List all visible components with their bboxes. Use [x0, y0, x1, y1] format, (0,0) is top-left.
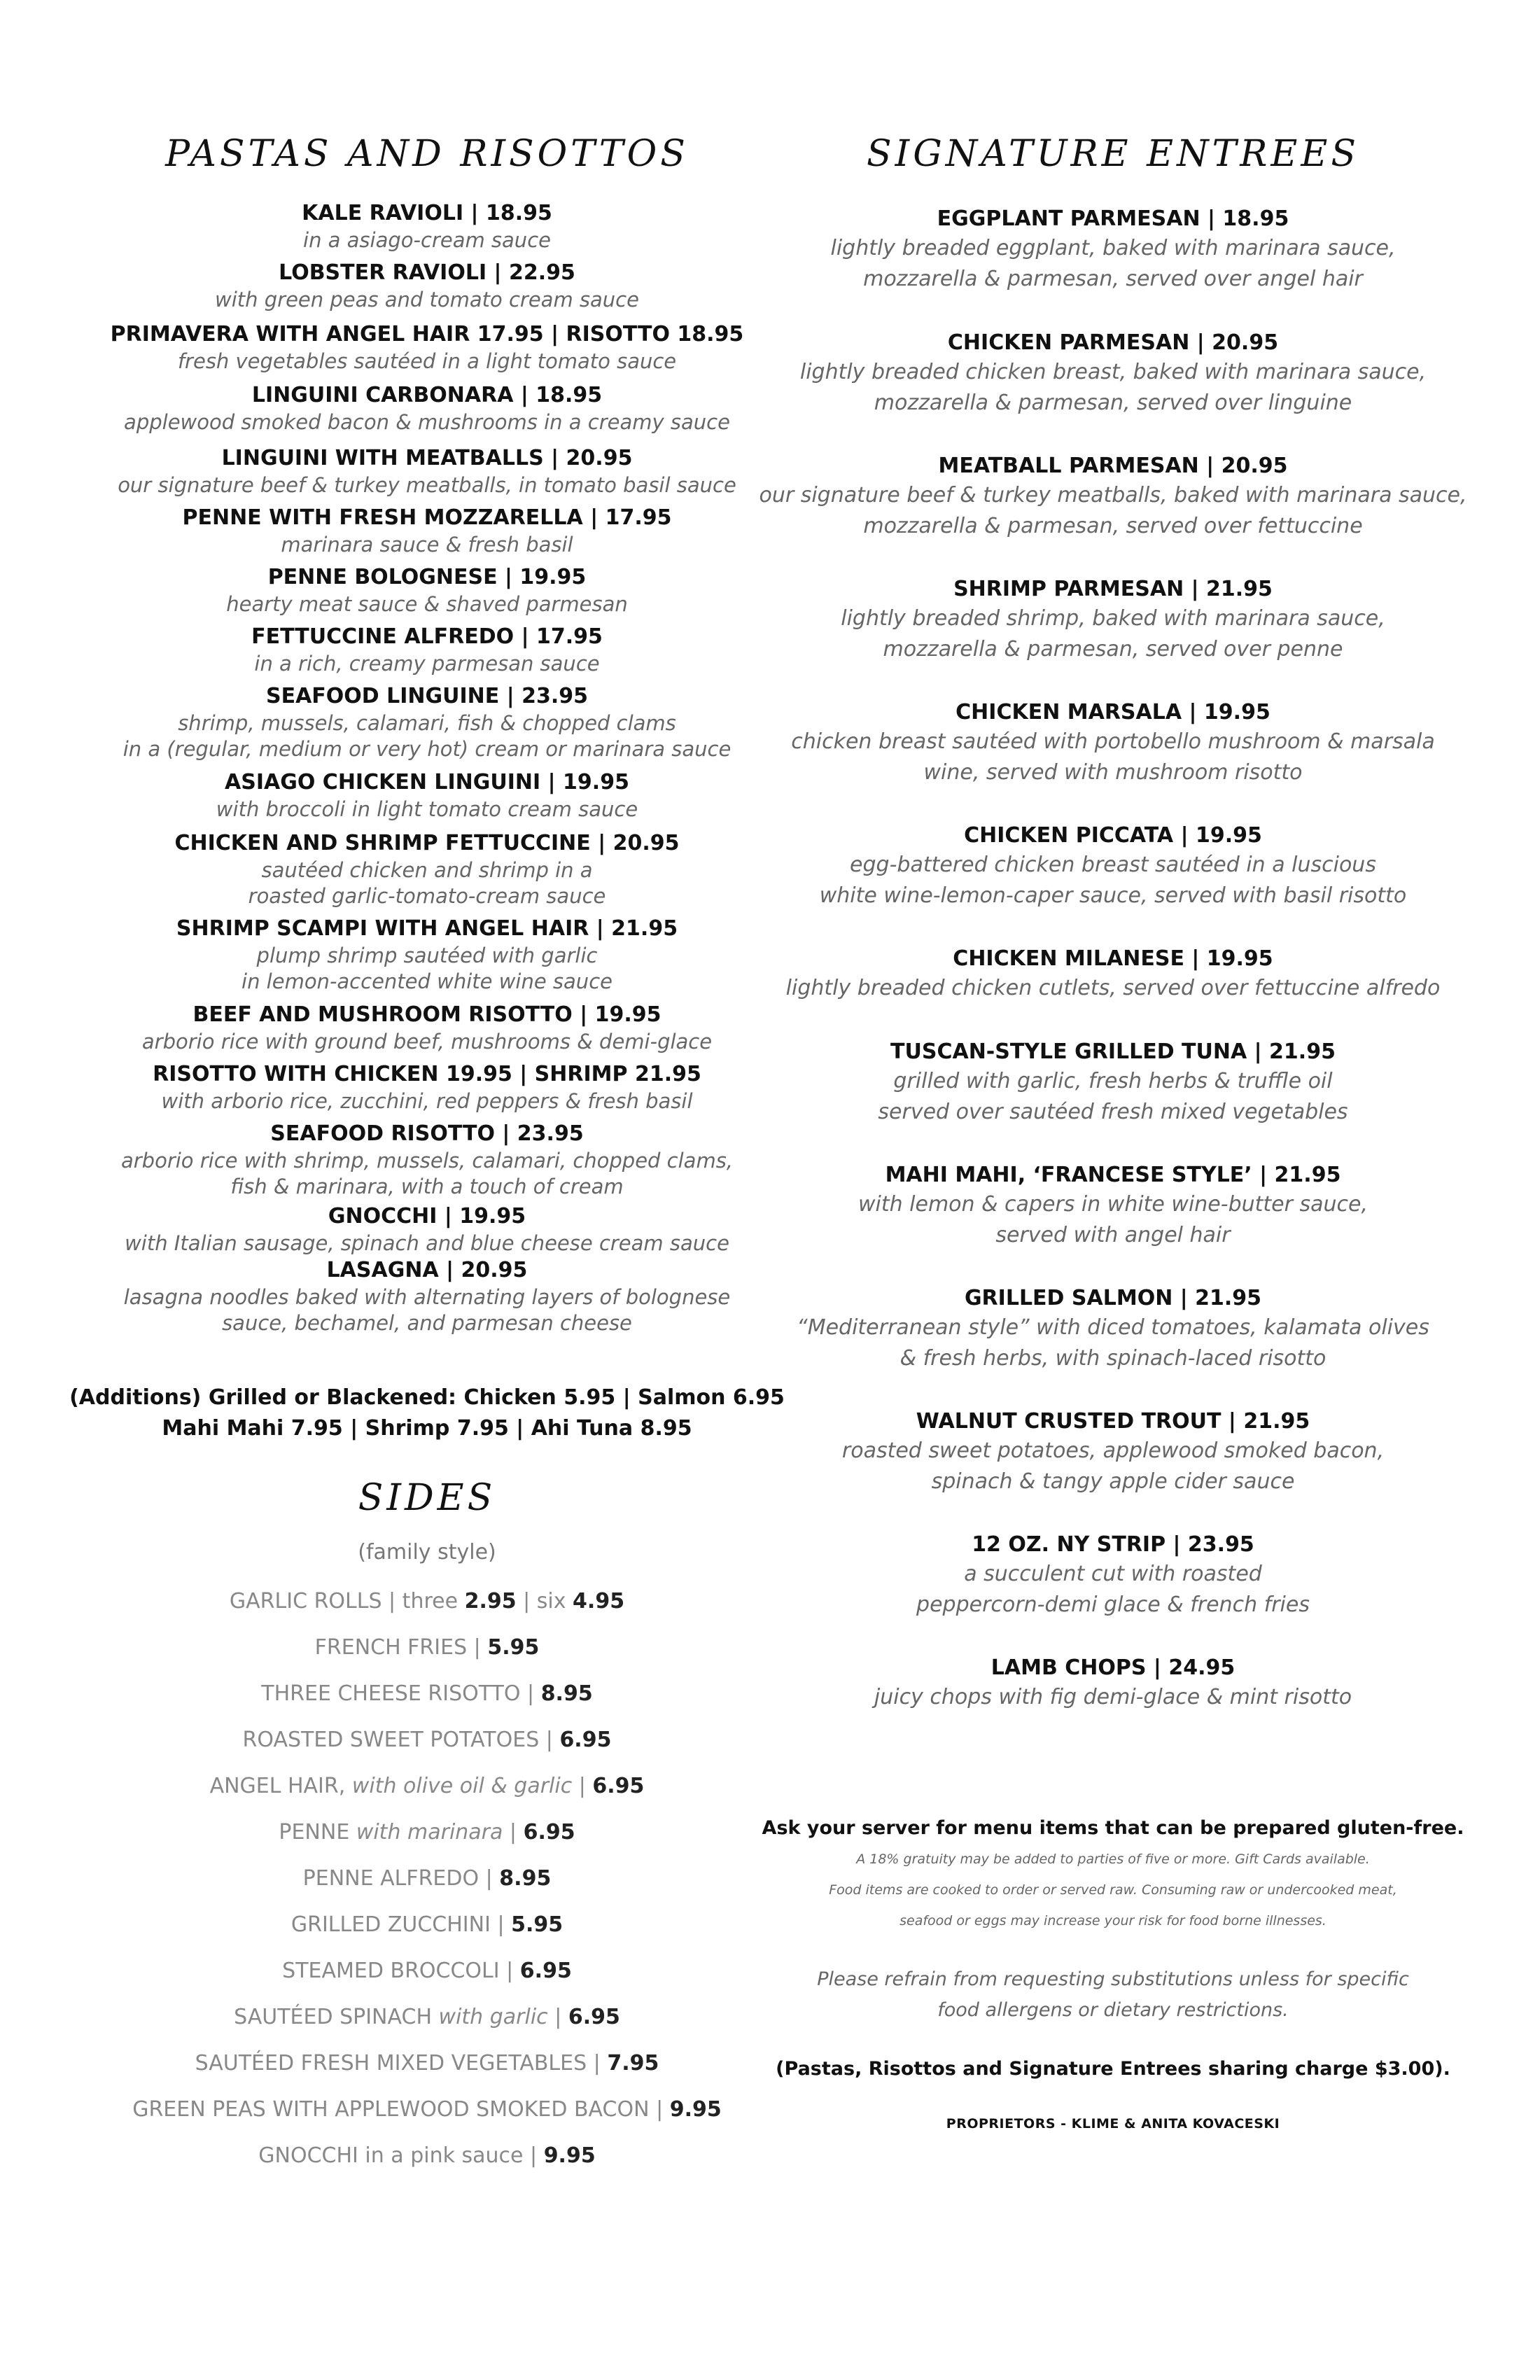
side-item-pre: SAUTÉED FRESH MIXED VEGETABLES — [195, 2051, 587, 2076]
pastas-heading: PASTAS AND RISOTTOS — [165, 133, 689, 175]
menu-item — [749, 575, 1477, 665]
side-item — [63, 2142, 791, 2170]
fine-print-line: A 18% gratuity may be added to parties of five or more. Gift Cards available. — [856, 1851, 1370, 1867]
menu-item-description: served over sautéed fresh mixed vegetables — [878, 1100, 1348, 1124]
menu-item-name: LOBSTER RAVIOLI | 22.95 — [279, 260, 575, 285]
side-item-pre: GNOCCHI in a pink sauce — [258, 2143, 524, 2168]
menu-item-description: applewood smoked bacon & mushrooms in a creamy sauce — [124, 410, 730, 434]
fine-print-line: seafood or eggs may increase your risk for food borne illnesses. — [899, 1913, 1326, 1928]
side-item-post: | — [503, 1820, 524, 1844]
side-item — [63, 1865, 791, 1893]
menu-item-description: peppercorn-demi glace & french fries — [916, 1592, 1310, 1617]
side-item-price: 4.95 — [573, 1589, 625, 1614]
menu-item — [749, 1038, 1477, 1128]
menu-item-name: 12 OZ. NY STRIP | 23.95 — [972, 1532, 1254, 1557]
menu-item — [63, 1203, 791, 1256]
menu-item-name: ASIAGO CHICKEN LINGUINI | 19.95 — [225, 770, 629, 794]
side-item-post: | — [547, 2005, 568, 2029]
side-item-pre: ROASTED SWEET POTATOES — [242, 1728, 540, 1752]
side-item — [63, 2003, 791, 2031]
menu-item — [749, 452, 1477, 542]
menu-item — [63, 504, 791, 558]
menu-item — [749, 329, 1477, 419]
menu-item-description: mozzarella & parmesan, served over linguine — [874, 391, 1352, 415]
menu-item-description: in a asiago-cream sauce — [303, 228, 551, 252]
side-item-post: | — [587, 2051, 608, 2076]
menu-item — [749, 1284, 1477, 1374]
side-item — [63, 1634, 791, 1662]
menu-item-description: “Mediterranean style” with diced tomatoes, kalamata olives — [797, 1315, 1429, 1340]
menu-item-description: mozzarella & parmesan, served over angel hair — [863, 267, 1363, 291]
menu-item-name: GRILLED SALMON | 21.95 — [964, 1286, 1262, 1310]
additions-line: Mahi Mahi 7.95 | Shrimp 7.95 | Ahi Tuna 8.95 — [162, 1416, 692, 1441]
fine-print-line: Food items are cooked to order or served raw. Consuming raw or undercooked meat, — [829, 1882, 1397, 1898]
side-item — [63, 2050, 791, 2078]
menu-item-description: a succulent cut with roasted — [964, 1562, 1262, 1586]
sides-subtitle: (family style) — [358, 1540, 496, 1564]
side-item-em: with marinara — [356, 1820, 503, 1844]
menu-item-description: shrimp, mussels, calamari, fish & chopped clams — [178, 711, 676, 735]
menu-item-description: grilled with garlic, fresh herbs & truffle oil — [893, 1069, 1333, 1093]
menu-item-description: with arborio rice, zucchini, red peppers & fresh basil — [161, 1089, 693, 1113]
side-item-price: 8.95 — [499, 1866, 552, 1891]
side-item-pre: STEAMED BROCCOLI — [282, 1959, 500, 1983]
menu-item — [749, 1161, 1477, 1251]
menu-item — [63, 200, 791, 253]
menu-item-description: roasted sweet potatoes, applewood smoked bacon, — [841, 1438, 1385, 1463]
menu-item-name: MAHI MAHI, ‘FRANCESE STYLE’ | 21.95 — [885, 1163, 1341, 1187]
menu-item — [63, 321, 791, 374]
menu-item-description: lightly breaded shrimp, baked with marinara sauce, — [841, 606, 1385, 631]
menu-item-name: LINGUINI CARBONARA | 18.95 — [251, 383, 603, 407]
menu-item — [63, 259, 791, 313]
side-item-post: | — [520, 1681, 541, 1706]
menu-item — [63, 564, 791, 617]
menu-item-name: PRIMAVERA WITH ANGEL HAIR 17.95 | RISOTTO 18.95 — [110, 322, 744, 346]
menu-item-description: sautéed chicken and shrimp in a — [261, 858, 593, 882]
side-item-p1: 2.95 — [464, 1589, 517, 1614]
side-item-price: 8.95 — [540, 1681, 593, 1706]
menu-item-description: hearty meat sauce & shaved parmesan — [226, 592, 628, 616]
menu-item-name: EGGPLANT PARMESAN | 18.95 — [937, 206, 1289, 231]
side-item — [63, 2096, 791, 2124]
menu-item-description: egg-battered chicken breast sautéed in a luscious — [850, 853, 1376, 877]
footer-notes — [749, 1813, 1477, 2132]
menu-item-name: LINGUINI WITH MEATBALLS | 20.95 — [221, 446, 633, 470]
menu-item — [63, 682, 791, 762]
menu-item-description: arborio rice with ground beef, mushrooms & demi-glace — [141, 1030, 713, 1054]
menu-item-description: in a rich, creamy parmesan sauce — [254, 652, 600, 676]
menu-item — [63, 1120, 791, 1200]
menu-item-name: LAMB CHOPS | 24.95 — [990, 1656, 1236, 1680]
side-item-pre: GARLIC ROLLS — [229, 1589, 389, 1614]
menu-item-description: lightly breaded chicken cutlets, served over fettuccine alfredo — [785, 976, 1441, 1000]
menu-item-description: mozzarella & parmesan, served over penne — [883, 637, 1343, 662]
menu-item-description: fish & marinara, with a touch of cream — [230, 1175, 624, 1198]
menu-item-description: in lemon-accented white wine sauce — [241, 969, 612, 993]
menu-item-name: PENNE WITH FRESH MOZZARELLA | 17.95 — [182, 505, 672, 530]
menu-item — [749, 699, 1477, 788]
side-item-post: | three — [388, 1589, 465, 1614]
gluten-free-note: Ask your server for menu items that can be prepared gluten-free. — [762, 1817, 1464, 1839]
menu-item-description: our signature beef & turkey meatballs, baked with marinara sauce, — [759, 483, 1467, 507]
menu-item-description: juicy chops with fig demi-glace & mint risotto — [874, 1685, 1352, 1709]
menu-item-description: with broccoli in light tomato cream sauce — [216, 797, 638, 821]
menu-item-name: GNOCCHI | 19.95 — [328, 1204, 526, 1228]
menu-item-description: lightly breaded eggplant, baked with marinara sauce, — [830, 236, 1396, 260]
side-item-price: 9.95 — [669, 2097, 722, 2122]
menu-item-description: mozzarella & parmesan, served over fettuccine — [863, 514, 1363, 538]
side-item — [63, 1957, 791, 1985]
side-item — [63, 1588, 791, 1616]
side-item-price: 7.95 — [607, 2051, 659, 2076]
side-item-mid: | six — [516, 1589, 573, 1614]
side-item-post: | — [539, 1728, 560, 1752]
menu-item-name: RISOTTO WITH CHICKEN 19.95 | SHRIMP 21.95 — [153, 1062, 701, 1086]
menu-item-description: with green peas and tomato cream sauce — [215, 288, 639, 312]
menu-item-name: TUSCAN-STYLE GRILLED TUNA | 21.95 — [890, 1040, 1336, 1064]
side-item — [63, 1726, 791, 1754]
entrees-heading: SIGNATURE ENTREES — [867, 133, 1359, 175]
side-item-post: | — [649, 2097, 670, 2122]
menu-item-description: in a (regular, medium or very hot) cream or marinara sauce — [122, 737, 732, 761]
side-item-pre: PENNE — [279, 1820, 356, 1844]
menu-item-name: BEEF AND MUSHROOM RISOTTO | 19.95 — [192, 1002, 662, 1027]
sides-heading: SIDES — [358, 1477, 496, 1519]
side-item-pre: THREE CHEESE RISOTTO — [261, 1681, 521, 1706]
menu-item-name: CHICKEN PICCATA | 19.95 — [964, 823, 1262, 848]
menu-item — [63, 830, 791, 909]
menu-item — [63, 623, 791, 677]
side-item — [63, 1772, 791, 1800]
side-item — [63, 1911, 791, 1939]
menu-item-description: white wine-lemon-caper sauce, served with basil risotto — [819, 883, 1407, 908]
menu-item — [749, 1531, 1477, 1620]
side-item-pre: SAUTÉED SPINACH — [234, 2005, 439, 2029]
menu-item-name: PENNE BOLOGNESE | 19.95 — [267, 565, 587, 589]
menu-item — [63, 769, 791, 822]
side-item-pre: ANGEL HAIR, — [209, 1774, 352, 1798]
side-item-price: 6.95 — [519, 1959, 572, 1983]
menu-item — [749, 822, 1477, 911]
menu-item-name: SHRIMP PARMESAN | 21.95 — [953, 577, 1273, 601]
menu-item-name: SEAFOOD RISOTTO | 23.95 — [270, 1121, 584, 1146]
side-item-em: with olive oil & garlic — [351, 1774, 573, 1798]
side-item-post: | — [467, 1635, 488, 1660]
menu-item — [749, 1408, 1477, 1497]
substitution-note: food allergens or dietary restrictions. — [937, 1999, 1289, 2021]
side-item-post: | — [499, 1959, 520, 1983]
menu-item-description: marinara sauce & fresh basil — [281, 533, 573, 556]
side-item-price: 6.95 — [559, 1728, 612, 1752]
sharing-charge-note: (Pastas, Risottos and Signature Entrees sharing charge $3.00). — [776, 2058, 1450, 2080]
menu-item-name: CHICKEN MILANESE | 19.95 — [953, 946, 1273, 971]
side-item-post: | — [572, 1774, 593, 1798]
menu-item — [63, 1256, 791, 1336]
side-item-price: 6.95 — [523, 1820, 575, 1844]
side-item-post: | — [479, 1866, 500, 1891]
menu-item-name: CHICKEN MARSALA | 19.95 — [955, 700, 1270, 724]
menu-item-name: FETTUCCINE ALFREDO | 17.95 — [251, 624, 603, 649]
menu-item-name: KALE RAVIOLI | 18.95 — [302, 201, 552, 225]
menu-item-name: CHICKEN AND SHRIMP FETTUCCINE | 20.95 — [174, 831, 680, 855]
menu-item-description: spinach & tangy apple cider sauce — [931, 1469, 1295, 1494]
menu-item — [63, 382, 791, 435]
side-item-pre: PENNE ALFREDO — [302, 1866, 479, 1891]
side-item-pre: FRENCH FRIES — [314, 1635, 468, 1660]
menu-item — [63, 1001, 791, 1055]
menu-item — [63, 1060, 791, 1114]
menu-item-name: CHICKEN PARMESAN | 20.95 — [947, 330, 1279, 355]
proprietors-line: PROPRIETORS - KLIME & ANITA KOVACESKI — [946, 2116, 1280, 2132]
menu-item-description: wine, served with mushroom risotto — [923, 760, 1303, 785]
menu-item — [63, 444, 791, 498]
menu-item-description: with lemon & capers in white wine-butter sauce, — [858, 1192, 1368, 1217]
menu-item-description: served with angel hair — [995, 1223, 1231, 1247]
menu-item — [749, 945, 1477, 1004]
menu-item-description: lightly breaded chicken breast, baked with marinara sauce, — [799, 360, 1427, 384]
menu-item — [749, 1654, 1477, 1713]
side-item — [63, 1680, 791, 1708]
menu-item-description: sauce, bechamel, and parmesan cheese — [222, 1311, 632, 1335]
menu-item-description: lasagna noodles baked with alternating layers of bolognese — [123, 1285, 731, 1309]
substitution-note: Please refrain from requesting substitutions unless for specific — [817, 1968, 1409, 1990]
menu-item-description: our signature beef & turkey meatballs, in tomato basil sauce — [118, 473, 736, 497]
side-item-em: with garlic — [438, 2005, 548, 2029]
side-item-price: 6.95 — [592, 1774, 645, 1798]
menu-item-description: & fresh herbs, with spinach-laced risotto — [899, 1346, 1326, 1371]
menu-item-description: roasted garlic-tomato-cream sauce — [248, 884, 606, 908]
menu-item-description: arborio rice with shrimp, mussels, calamari, chopped clams, — [120, 1149, 734, 1172]
menu-item-description: fresh vegetables sautéed in a light tomato sauce — [177, 349, 677, 373]
menu-item-description: chicken breast sautéed with portobello mushroom & marsala — [791, 729, 1435, 754]
menu-item-name: SEAFOOD LINGUINE | 23.95 — [265, 684, 589, 708]
additions-line: (Additions) Grilled or Blackened: Chicken 5.95 | Salmon 6.95 — [69, 1385, 785, 1410]
menu-item — [749, 205, 1477, 295]
side-item-price: 5.95 — [511, 1912, 564, 1937]
menu-item-description: with Italian sausage, spinach and blue cheese cream sauce — [125, 1231, 729, 1255]
side-item-post: | — [490, 1912, 512, 1937]
menu-item-name: MEATBALL PARMESAN | 20.95 — [938, 454, 1288, 478]
side-item-price: 5.95 — [487, 1635, 540, 1660]
menu-item-name: SHRIMP SCAMPI WITH ANGEL HAIR | 21.95 — [176, 916, 678, 941]
side-item-pre: GREEN PEAS WITH APPLEWOOD SMOKED BACON — [132, 2097, 650, 2122]
side-item — [63, 1819, 791, 1847]
side-item-price: 9.95 — [543, 2143, 596, 2168]
additions-note — [63, 1382, 791, 1444]
menu-item-name: LASAGNA | 20.95 — [326, 1258, 528, 1282]
menu-item-name: WALNUT CRUSTED TROUT | 21.95 — [916, 1409, 1310, 1434]
menu-item — [63, 915, 791, 995]
side-item-post: | — [523, 2143, 544, 2168]
menu-item-description: plump shrimp sautéed with garlic — [256, 944, 598, 967]
side-item-pre: GRILLED ZUCCHINI — [290, 1912, 491, 1937]
side-item-price: 6.95 — [568, 2005, 620, 2029]
